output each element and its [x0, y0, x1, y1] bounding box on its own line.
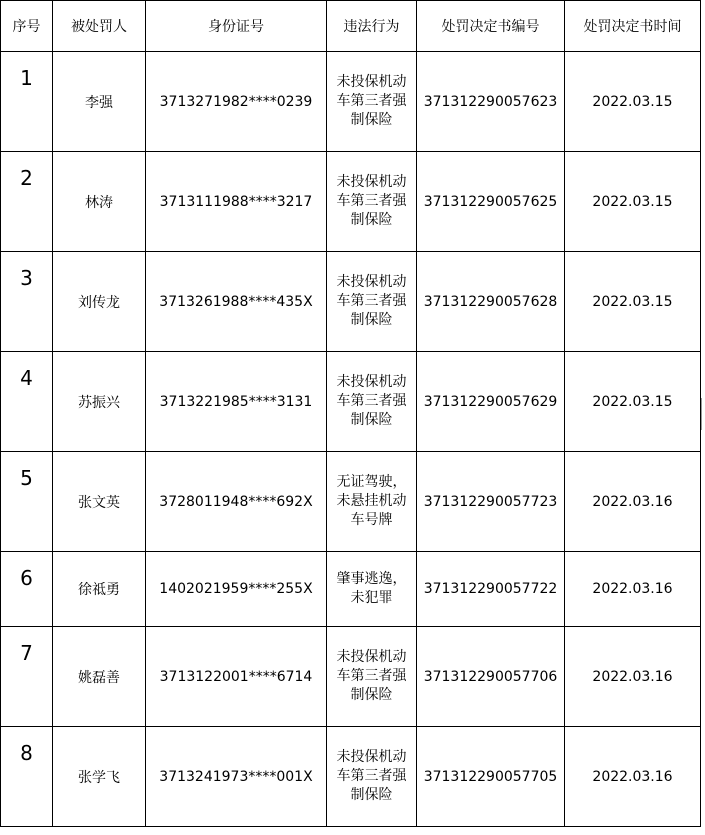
row-date: 2022.03.16 — [565, 627, 701, 727]
row-violation — [327, 152, 417, 252]
row-id-number: 3713271982****0239 — [146, 52, 327, 152]
row-seq: 8 — [1, 727, 53, 827]
row-id-number: 3713111988****3217 — [146, 152, 327, 252]
row-seq: 4 — [1, 352, 53, 452]
table-row — [1, 727, 701, 827]
row-violation-text: 肇事逃逸，未犯罪 — [336, 571, 407, 606]
row-seq: 6 — [1, 552, 53, 627]
table-row — [1, 452, 701, 552]
row-doc-number: 371312290057705 — [417, 727, 565, 827]
row-name: 林涛 — [53, 152, 146, 252]
row-violation — [327, 252, 417, 352]
row-doc-number: 371312290057623 — [417, 52, 565, 152]
row-violation-text: 无证驾驶，未悬挂机动车号牌 — [336, 474, 407, 528]
row-violation-text: 未投保机动车第三者强制保险 — [336, 649, 407, 703]
header-row — [1, 1, 701, 52]
row-date: 2022.03.15 — [565, 352, 701, 452]
header-seq: 序号 — [1, 1, 53, 52]
row-id-number: 3713221985****3131 — [146, 352, 327, 452]
row-date: 2022.03.16 — [565, 727, 701, 827]
row-date: 2022.03.16 — [565, 552, 701, 627]
row-doc-number: 371312290057628 — [417, 252, 565, 352]
row-name: 张学飞 — [53, 727, 146, 827]
table-row — [1, 52, 701, 152]
header-date: 处罚决定书时间 — [565, 1, 701, 52]
row-seq: 5 — [1, 452, 53, 552]
row-date: 2022.03.16 — [565, 452, 701, 552]
row-violation — [327, 627, 417, 727]
row-doc-number: 371312290057706 — [417, 627, 565, 727]
row-name: 张文英 — [53, 452, 146, 552]
row-name: 刘传龙 — [53, 252, 146, 352]
row-violation-text: 未投保机动车第三者强制保险 — [336, 374, 407, 428]
row-violation — [327, 352, 417, 452]
row-violation — [327, 452, 417, 552]
row-violation-text: 未投保机动车第三者强制保险 — [336, 174, 407, 228]
row-doc-number: 371312290057723 — [417, 452, 565, 552]
table-row — [1, 352, 701, 452]
row-name: 徐祗勇 — [53, 552, 146, 627]
row-seq: 3 — [1, 252, 53, 352]
row-id-number: 3713261988****435X — [146, 252, 327, 352]
table-row — [1, 252, 701, 352]
row-date: 2022.03.15 — [565, 52, 701, 152]
row-violation-text: 未投保机动车第三者强制保险 — [336, 274, 407, 328]
header-doc-no: 处罚决定书编号 — [417, 1, 565, 52]
row-violation — [327, 552, 417, 627]
row-doc-number: 371312290057625 — [417, 152, 565, 252]
row-violation — [327, 727, 417, 827]
table-row — [1, 552, 701, 627]
header-violation: 违法行为 — [327, 1, 417, 52]
row-id-number: 1402021959****255X — [146, 552, 327, 627]
header-name: 被处罚人 — [53, 1, 146, 52]
table-row — [1, 152, 701, 252]
row-date: 2022.03.15 — [565, 252, 701, 352]
row-seq: 7 — [1, 627, 53, 727]
row-seq: 1 — [1, 52, 53, 152]
table-row — [1, 627, 701, 727]
page-edge-marker — [701, 398, 705, 430]
row-violation-text: 未投保机动车第三者强制保险 — [336, 749, 407, 803]
row-name: 苏振兴 — [53, 352, 146, 452]
row-violation — [327, 52, 417, 152]
row-doc-number: 371312290057629 — [417, 352, 565, 452]
row-id-number: 3713241973****001X — [146, 727, 327, 827]
row-id-number: 3713122001****6714 — [146, 627, 327, 727]
row-violation-text: 未投保机动车第三者强制保险 — [336, 74, 407, 128]
row-seq: 2 — [1, 152, 53, 252]
header-id: 身份证号 — [146, 1, 327, 52]
row-doc-number: 371312290057722 — [417, 552, 565, 627]
row-name: 姚磊善 — [53, 627, 146, 727]
row-name: 李强 — [53, 52, 146, 152]
row-id-number: 3728011948****692X — [146, 452, 327, 552]
row-date: 2022.03.15 — [565, 152, 701, 252]
